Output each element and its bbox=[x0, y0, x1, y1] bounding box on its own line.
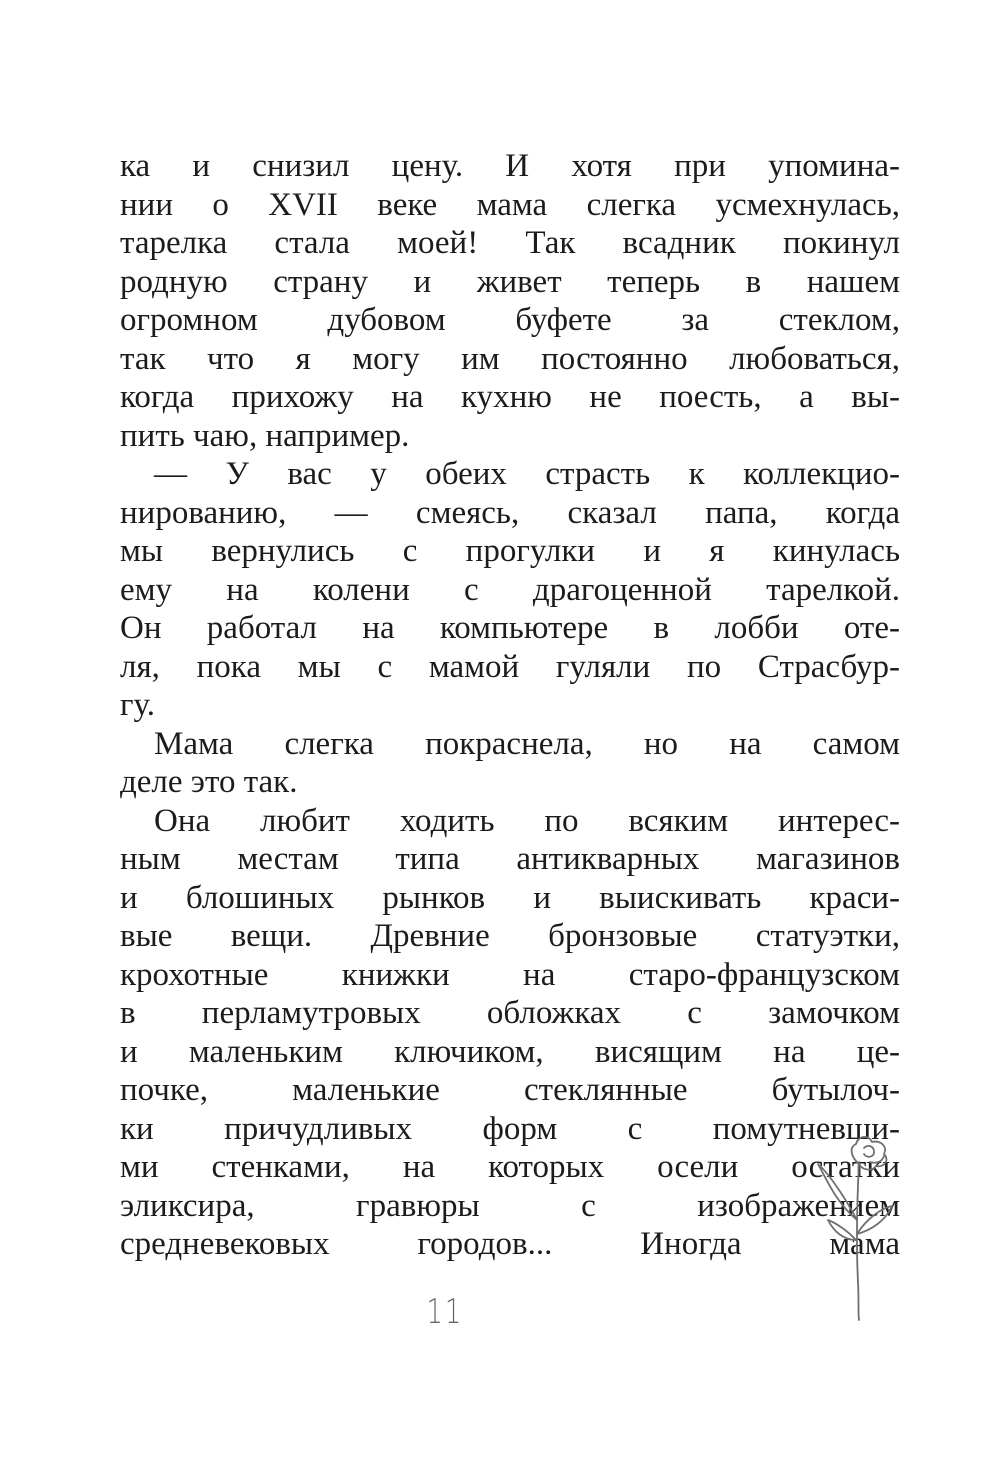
text-line: пить чаю, например. bbox=[120, 417, 410, 454]
text-line: Мама слегка покраснела, но на самом bbox=[154, 725, 900, 762]
body-text bbox=[120, 147, 900, 1264]
text-line: нии о XVII веке мама слегка усмехнулась, bbox=[120, 186, 900, 223]
text-line: ки причудливых форм с помутневши- bbox=[120, 1110, 900, 1147]
text-line: — У вас у обеих страсть к коллекцио- bbox=[154, 456, 900, 492]
text-line: ным местам типа антикварных магазинов bbox=[120, 841, 900, 877]
text-line: родную страну и живет теперь в нашем bbox=[120, 263, 900, 300]
text-line: вые вещи. Древние бронзовые статуэтки, bbox=[120, 918, 900, 954]
text-line: мы вернулись с прогулки и я кинулась bbox=[120, 533, 900, 569]
text-line: и маленьким ключиком, висящим на це- bbox=[120, 1033, 900, 1070]
text-line: почке, маленькие стеклянные бутылоч- bbox=[120, 1072, 900, 1108]
text-line: так что я могу им постоянно любоваться, bbox=[120, 340, 900, 377]
text-line: ему на колени с драгоценной тарелкой. bbox=[120, 571, 900, 608]
text-line: ми стенками, на которых осели остатки bbox=[120, 1149, 900, 1185]
text-line: Он работал на компьютере в лобби оте- bbox=[120, 610, 900, 646]
text-line: средневековых городов... Иногда мама bbox=[120, 1226, 900, 1262]
text-line: тарелка стала моей! Так всадник покинул bbox=[120, 225, 900, 261]
text-line: деле это так. bbox=[120, 764, 298, 800]
flower-sketch-icon bbox=[812, 1122, 902, 1322]
text-line: гу. bbox=[120, 687, 155, 723]
text-line: в перламутровых обложках с замочком bbox=[120, 995, 900, 1031]
text-line: огромном дубовом буфете за стеклом, bbox=[120, 302, 900, 338]
text-line: когда прихожу на кухню не поесть, а вы- bbox=[120, 379, 900, 415]
text-line: нированию, — смеясь, сказал папа, когда bbox=[120, 494, 900, 531]
page-number: 11 bbox=[426, 1292, 464, 1332]
text-line: крохотные книжки на старо-французском bbox=[120, 956, 900, 993]
text-line: эликсира, гравюры с изображением bbox=[120, 1187, 900, 1224]
text-line: и блошиных рынков и выискивать краси- bbox=[120, 879, 900, 916]
text-line: ка и снизил цену. И хотя при упомина- bbox=[120, 148, 900, 184]
text-line: ля, пока мы с мамой гуляли по Страсбур- bbox=[120, 648, 900, 685]
text-line: Она любит ходить по всяким интерес- bbox=[154, 802, 900, 839]
